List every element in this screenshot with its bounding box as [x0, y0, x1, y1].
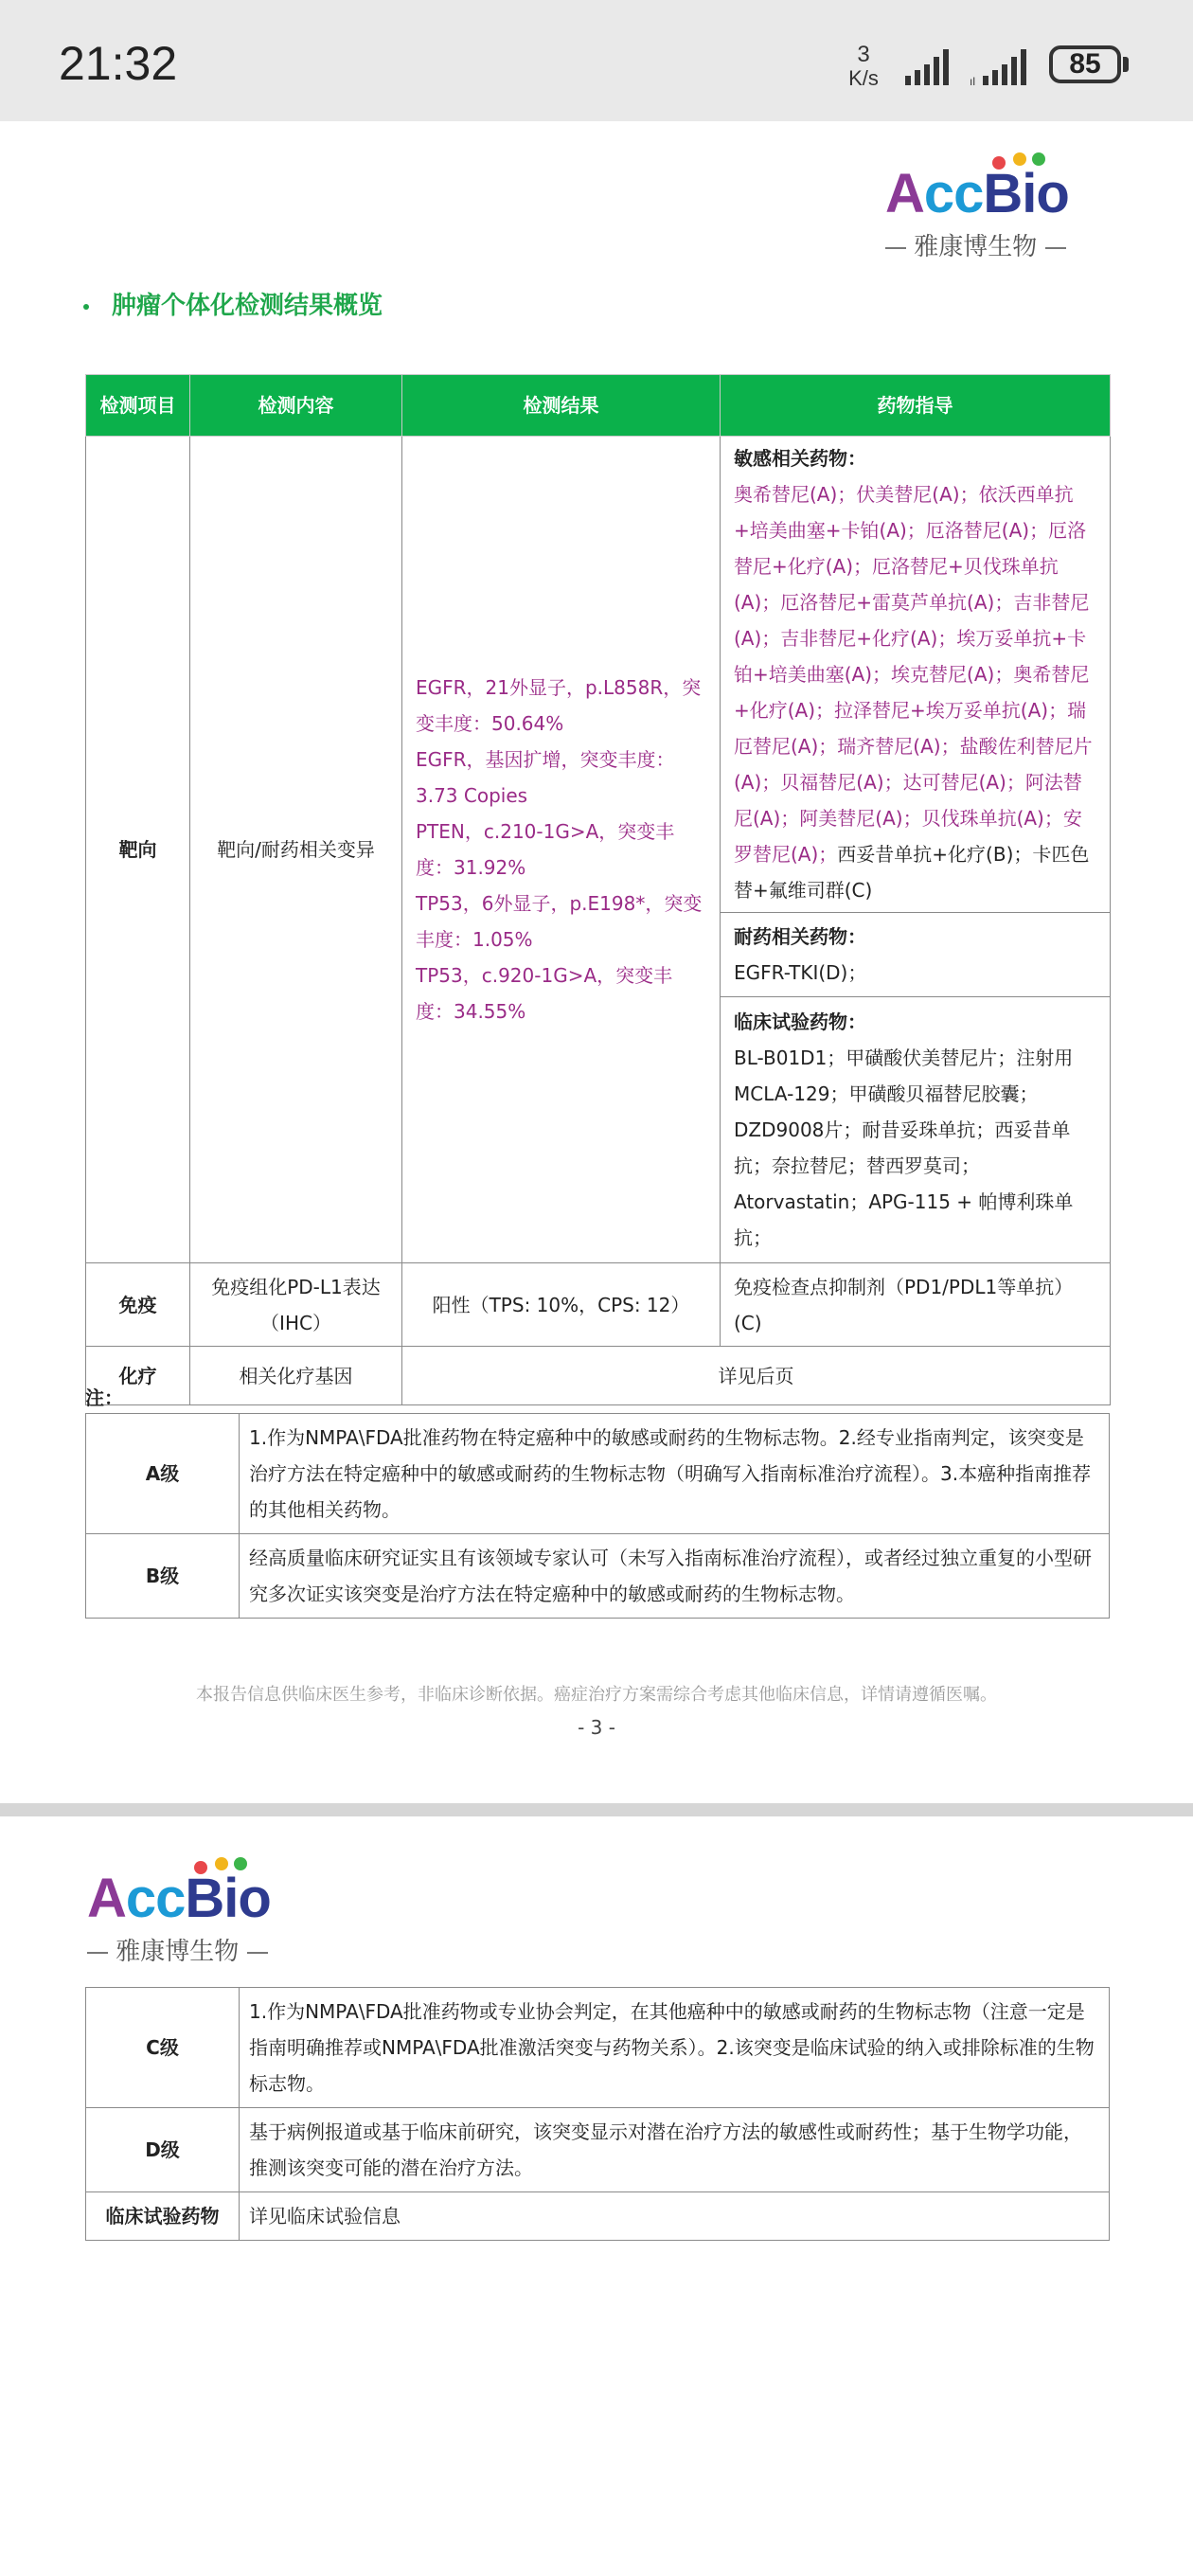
table-row-chemo — [86, 1347, 1111, 1405]
logo-wordmark: AccBio — [885, 163, 1069, 224]
header-content: 检测内容 — [190, 375, 402, 437]
target-content: 靶向/耐药相关变异 — [190, 437, 402, 1263]
logo-wordmark: AccBio — [87, 1868, 271, 1929]
target-results — [402, 437, 721, 1263]
immune-item: 免疫 — [86, 1263, 190, 1347]
table-header-row — [86, 375, 1111, 437]
resistance-drugs-title: 耐药相关药物： — [734, 925, 866, 948]
brand-logo — [885, 142, 1075, 262]
level-label: C级 — [86, 1988, 240, 2108]
immune-content: 免疫组化PD-L1表达（IHC） — [190, 1263, 402, 1347]
signal-strength-2-icon — [970, 49, 1036, 87]
level-label: A级 — [86, 1414, 240, 1534]
sensitive-drugs-a: 奥希替尼(A)；伏美替尼(A)；依沃西单抗+培美曲塞+卡铂(A)；厄洛替尼(A)；厄洛替尼+化疗(A)；厄洛替尼+贝伐珠单抗(A)；厄洛替尼+雷莫芦单抗(A)；吉非替尼(A)；吉非替尼+化疗(A)；埃万妥单抗+卡铂+培美曲塞(A)；埃克替尼(A)；奥希替尼+化疗(A)；拉泽替尼+埃万妥单抗(A)；瑞厄替尼(A)；瑞齐替尼(A)；盐酸佐利替尼片(A)；贝福替尼(A)；达可替尼(A)；阿法替尼(A)；阿美替尼(A)；贝伐珠单抗(A)；安罗替尼(A)； — [734, 483, 1093, 866]
logo-subtitle-text: 雅康博生物 — [914, 233, 1038, 261]
immune-result: 阳性（TPS: 10%，CPS: 12） — [402, 1263, 721, 1347]
result-line: EGFR，21外显子，p.L858R，突变丰度：50.64% — [416, 676, 702, 735]
sensitive-drugs-title: 敏感相关药物： — [734, 447, 866, 470]
level-label: D级 — [86, 2108, 240, 2192]
network-speed-unit: K/s — [848, 66, 879, 90]
logo-subtitle — [885, 227, 1075, 262]
chemo-content: 相关化疗基因 — [190, 1347, 402, 1405]
trial-drugs-title: 临床试验药物： — [734, 1011, 866, 1033]
results-table — [85, 374, 1111, 1405]
result-line: PTEN，c.210-1G>A，突变丰度：31.92% — [416, 820, 675, 879]
result-line: EGFR，基因扩增，突变丰度：3.73 Copies — [416, 748, 675, 807]
signal-strength-icon — [903, 49, 956, 87]
table-row — [86, 2192, 1110, 2241]
logo-subtitle — [87, 1932, 276, 1967]
section-title-text: 肿瘤个体化检测结果概览 — [112, 292, 383, 320]
target-item: 靶向 — [86, 437, 190, 1263]
notes-label: 注： — [85, 1386, 123, 1409]
level-description: 经高质量临床研究证实且有该领域专家认可（未写入指南标准治疗流程），或者经过独立重复的小型研究多次证实该突变是治疗方法在特定癌种中的敏感或耐药的生物标志物。 — [240, 1534, 1110, 1619]
table-row-immune — [86, 1263, 1111, 1347]
status-bar — [0, 0, 1193, 121]
network-speed — [843, 44, 884, 89]
level-label: B级 — [86, 1534, 240, 1619]
level-label: 临床试验药物 — [86, 2192, 240, 2241]
logo-subtitle-text: 雅康博生物 — [116, 1938, 240, 1966]
table-row — [86, 1988, 1110, 2108]
result-line: TP53，6外显子，p.E198*，突变丰度：1.05% — [416, 892, 703, 951]
page-separator — [0, 1803, 1193, 1816]
evidence-level-table-page2 — [85, 1987, 1110, 2241]
section-title — [83, 286, 383, 321]
table-row — [86, 2108, 1110, 2192]
sensitive-drugs-cell — [721, 437, 1111, 913]
evidence-level-table — [85, 1413, 1110, 1619]
table-row — [86, 1414, 1110, 1534]
level-description: 详见临床试验信息 — [240, 2192, 1110, 2241]
table-row — [86, 1534, 1110, 1619]
sensitive-drugs-bc: 西妥昔单抗+化疗(B)；卡匹色替+氟维司群(C) — [734, 843, 1090, 902]
chemo-result: 详见后页 — [402, 1347, 1111, 1405]
clock: 21:32 — [59, 37, 178, 90]
immune-guide: 免疫检查点抑制剂（PD1/PDL1等单抗）(C) — [721, 1263, 1111, 1347]
header-drug-guide: 药物指导 — [721, 375, 1111, 437]
level-description: 基于病例报道或基于临床前研究，该突变显示对潜在治疗方法的敏感性或耐药性；基于生物学功能，推测该突变可能的潜在治疗方法。 — [240, 2108, 1110, 2192]
network-speed-value: 3 — [857, 42, 870, 67]
header-result: 检测结果 — [402, 375, 721, 437]
level-description: 1.作为NMPA\FDA批准药物或专业协会判定，在其他癌种中的敏感或耐药的生物标志物（注意一定是指南明确推荐或NMPA\FDA批准激活突变与药物关系）。2.该突变是临床试验的纳入或排除标准的生物标志物。 — [240, 1988, 1110, 2108]
svg-text:ıl: ıl — [970, 75, 975, 87]
header-item: 检测项目 — [86, 375, 190, 437]
trial-drugs-cell — [721, 997, 1111, 1263]
trial-drugs-text: BL-B01D1；甲磺酸伏美替尼片；注射用MCLA-129；甲磺酸贝福替尼胶囊；DZD9008片；耐昔妥珠单抗；西妥昔单抗；奈拉替尼；替西罗莫司；Atorvastatin；APG-115 + 帕博利珠单抗； — [734, 1046, 1074, 1249]
battery-tip — [1123, 57, 1129, 72]
resistance-drugs-text: EGFR-TKI(D)； — [734, 961, 867, 984]
resistance-drugs-cell — [721, 913, 1111, 997]
table-row-target — [86, 437, 1111, 913]
result-line: TP53，c.920-1G>A，突变丰度：34.55% — [416, 964, 673, 1023]
brand-logo-page2 — [87, 1847, 276, 1967]
disclaimer: 本报告信息供临床医生参考，非临床诊断依据。癌症治疗方案需综合考虑其他临床信息，详情请遵循医嘱。 — [196, 1685, 997, 1705]
page-number: - 3 - — [578, 1716, 615, 1739]
level-description: 1.作为NMPA\FDA批准药物在特定癌种中的敏感或耐药的生物标志物。2.经专业指南判定，该突变是治疗方法在特定癌种中的敏感或耐药的生物标志物（明确写入指南标准治疗流程）。3.本癌种指南推荐的其他相关药物。 — [240, 1414, 1110, 1534]
chemo-item: 化疗 — [86, 1347, 190, 1405]
battery-icon: 85 — [1049, 45, 1121, 83]
bullet-icon — [83, 304, 89, 310]
